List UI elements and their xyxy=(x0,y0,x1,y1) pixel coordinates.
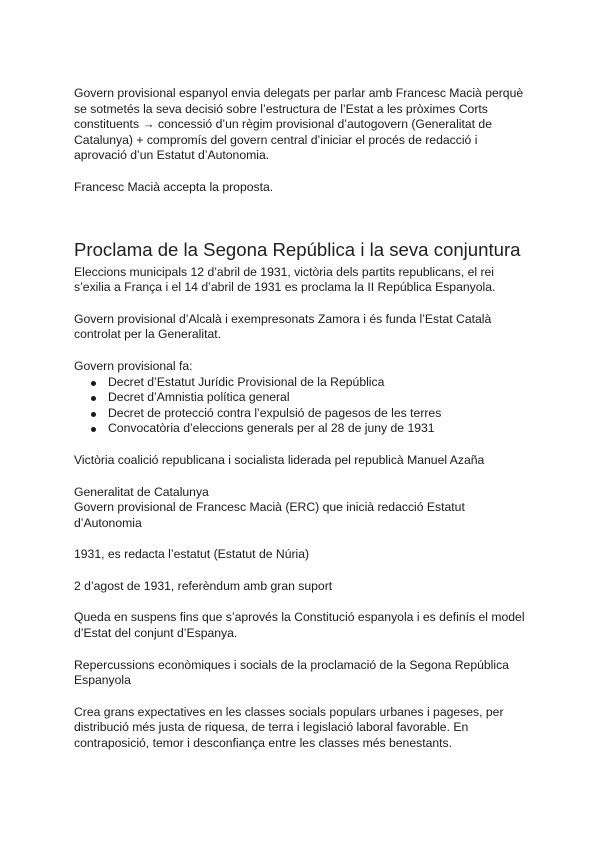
macia-accepts-paragraph: Francesc Macià accepta la proposta. xyxy=(74,179,274,194)
document-body xyxy=(74,86,530,752)
repercussions-heading: Repercussions econòmiques i socials de la proclamació de la Segona República Espanyola xyxy=(74,657,509,688)
list-item-text: Decret d’Estatut Jurídic Provisional de la República xyxy=(108,374,385,389)
statute-1931-paragraph: 1931, es redacta l’estatut (Estatut de Núria) xyxy=(74,547,310,562)
section-heading: Proclama de la Segona República i la seva conjuntura xyxy=(74,238,521,260)
expectations-paragraph: Crea grans expectatives en les classes socials populars urbanes i pageses, per distribució més justa de riquesa, de terra i legislació laboral favorable. En contraposició, temor i desconfiança entre les classes més benestants. xyxy=(74,704,504,751)
intro-paragraph: Govern provisional espanyol envia delegats per parlar amb Francesc Macià perquè se sotmetés la seva decisió sobre l’estructura de l’Estat a les pròximes Corts constituents → concessió d’un règim provisional d’autogovern (Generalitat de Catalunya) + compromís del govern central d’iniciar el procés de redacció i aprovació d’un Estatut d’Autonomia. xyxy=(74,86,524,163)
alcala-paragraph: Govern provisional d’Alcalà i exempresonats Zamora i és funda l’Estat Català controlat per la Generalitat. xyxy=(74,311,492,342)
victory-paragraph: Victòria coalició republicana i socialista liderada pel republicà Manuel Azaña xyxy=(74,452,485,467)
suspended-paragraph: Queda en suspens fins que s’aprovés la Constitució espanyola i es definís el model d’Estat del conjunt d’Espanya. xyxy=(74,610,525,641)
bullet-icon xyxy=(91,412,96,417)
generalitat-line-1: Generalitat de Catalunya xyxy=(74,484,209,499)
bullet-icon xyxy=(91,427,96,432)
list-item xyxy=(74,375,530,391)
list-item xyxy=(74,421,530,437)
govern-fa-label: Govern provisional fa: xyxy=(74,358,193,373)
list-item xyxy=(74,390,530,406)
list-item-text: Convocatòria d’eleccions generals per al 28 de juny de 1931 xyxy=(108,421,435,436)
list-item-text: Decret d’Amnistia política general xyxy=(108,390,290,405)
referendum-paragraph: 2 d’agost de 1931, referèndum amb gran suport xyxy=(74,578,333,593)
bullet-icon xyxy=(91,396,96,401)
list-item xyxy=(74,406,530,422)
list-item-text: Decret de protecció contra l’expulsió de pagesos de les terres xyxy=(108,405,442,420)
decrees-list xyxy=(74,375,530,437)
elections-paragraph: Eleccions municipals 12 d’abril de 1931, victòria dels partits republicans, el rei s’exilia a França i el 14 d’abril de 1931 es proclama la II República Espanyola. xyxy=(74,264,496,295)
bullet-icon xyxy=(91,381,96,386)
generalitat-line-2: Govern provisional de Francesc Macià (ERC) que inicià redacció Estatut d’Autonomia xyxy=(74,500,465,530)
